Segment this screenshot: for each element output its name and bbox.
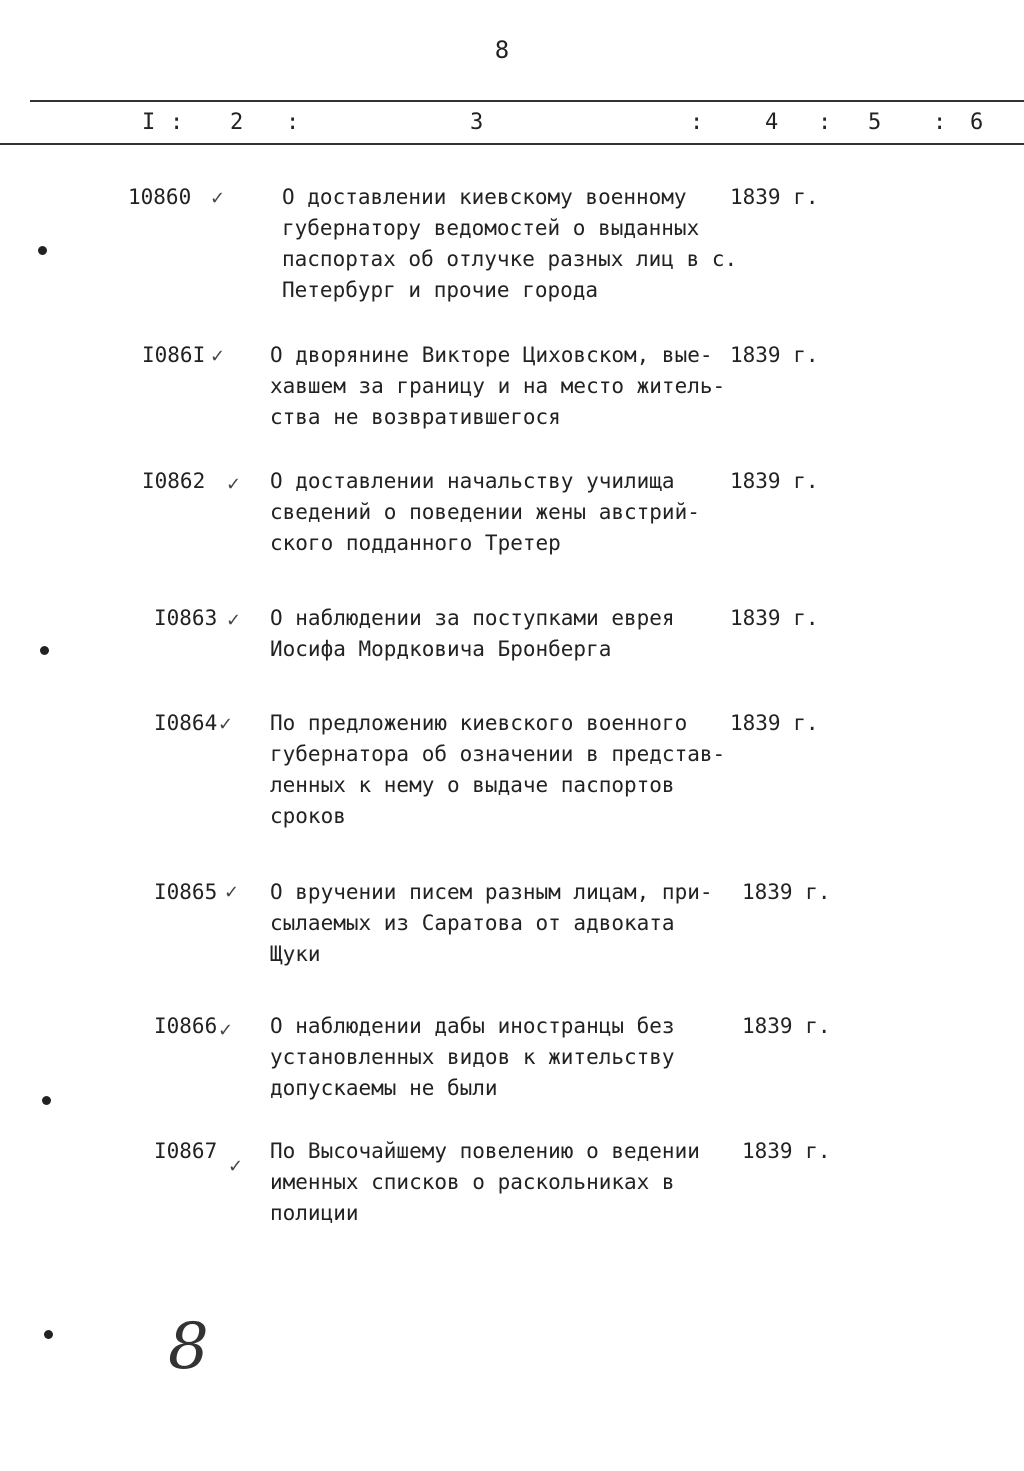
column-separator: :: [286, 110, 300, 135]
entry-number: I0862: [142, 469, 206, 493]
binder-hole-dot: [40, 646, 49, 655]
entry-number: I0866: [154, 1014, 218, 1038]
entry-title: О наблюдении за поступками еврея Иосифа Мордковича Бронберга: [270, 606, 675, 661]
entry-number: I086I: [142, 343, 206, 367]
column-separator: :: [818, 110, 832, 135]
header-rule-bottom: [0, 143, 1024, 145]
entry-title: О вручении писем разным лицам, при- сылаемых из Саратова от адвоката Щуки: [270, 880, 713, 966]
entry-title: По предложению киевского военного губернатора об означении в представ- ленных к нему о выдаче паспортов сроков: [270, 711, 726, 828]
entry-title: О доставлении начальству училища сведений о поведении жены австрий- ского подданного Третер: [270, 469, 700, 555]
entry-number: I0864: [154, 711, 218, 735]
entry-year: 1839 г.: [742, 1139, 831, 1163]
check-mark-icon: ✓: [210, 346, 226, 367]
entry-year: 1839 г.: [730, 606, 819, 630]
column-header-3: 3: [470, 110, 484, 135]
page-number: 8: [494, 36, 510, 64]
entry-year: 1839 г.: [742, 880, 831, 904]
column-separator: :: [170, 110, 184, 135]
entry-title: О доставлении киевскому военному губернатору ведомостей о выданных паспортах об отлучке разных лиц в с. Петербург и прочие города: [282, 185, 738, 302]
column-header-1: I: [142, 110, 156, 135]
column-header-4: 4: [765, 110, 779, 135]
check-mark-icon: ✓: [228, 1156, 244, 1177]
handwritten-page-mark: 8: [168, 1310, 209, 1384]
entry-title: О дворянине Викторе Циховском, вые- хавшем за границу и на место житель- ства не возвратившегося: [270, 343, 726, 429]
column-header-6: 6: [970, 110, 984, 135]
check-mark-icon: ✓: [226, 610, 242, 631]
entry-number: 10860: [128, 185, 192, 209]
entry-year: 1839 г.: [730, 343, 819, 367]
check-mark-icon: ✓: [218, 714, 234, 735]
entry-year: 1839 г.: [730, 469, 819, 493]
entry-title: По Высочайшему повелению о ведении именных списков о раскольниках в полиции: [270, 1139, 700, 1225]
column-header-2: 2: [230, 110, 244, 135]
entry-year: 1839 г.: [730, 185, 819, 209]
entry-year: 1839 г.: [730, 711, 819, 735]
binder-hole-dot: [44, 1330, 53, 1339]
entry-number: I0867: [154, 1139, 218, 1163]
binder-hole-dot: [42, 1096, 51, 1105]
entry-title: О наблюдении дабы иностранцы без установленных видов к жительству допускаемы не были: [270, 1014, 675, 1100]
entry-number: I0865: [154, 880, 218, 904]
column-header-5: 5: [868, 110, 882, 135]
check-mark-icon: ✓: [218, 1020, 234, 1041]
check-mark-icon: ✓: [224, 882, 240, 903]
check-mark-icon: ✓: [210, 188, 226, 209]
column-separator: :: [933, 110, 947, 135]
binder-hole-dot: [38, 246, 47, 255]
header-rule-top: [30, 100, 1024, 102]
check-mark-icon: ✓: [226, 474, 242, 495]
entry-year: 1839 г.: [742, 1014, 831, 1038]
column-separator: :: [690, 110, 704, 135]
entry-number: I0863: [154, 606, 218, 630]
